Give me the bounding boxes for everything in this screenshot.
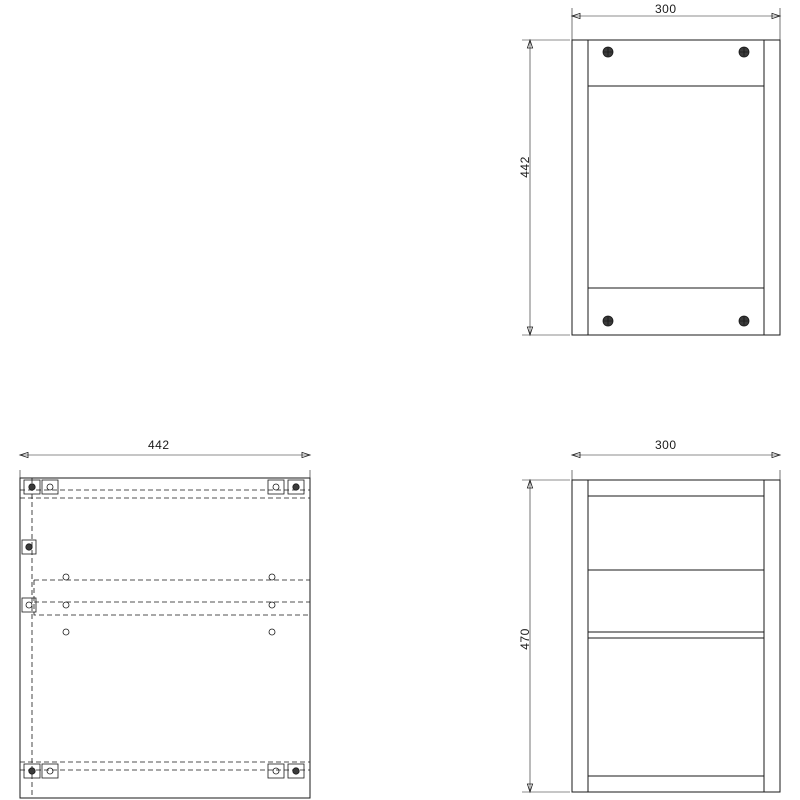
front-width-dimension-label: 300 [655,2,677,16]
plan-top-view [0,420,340,800]
plan-width-dimension-label: 442 [148,438,170,452]
side-elevation-view [500,420,800,800]
fixing-top-left [603,47,613,57]
fixing-bottom-left [603,316,613,326]
fixing-bottom-right [739,316,749,326]
fixing-top-right [739,47,749,57]
side-height-dimension-label: 470 [517,628,532,650]
front-height-dimension-label: 442 [517,156,532,178]
side-width-dimension-label: 300 [655,438,677,452]
front-elevation-view [500,0,800,400]
